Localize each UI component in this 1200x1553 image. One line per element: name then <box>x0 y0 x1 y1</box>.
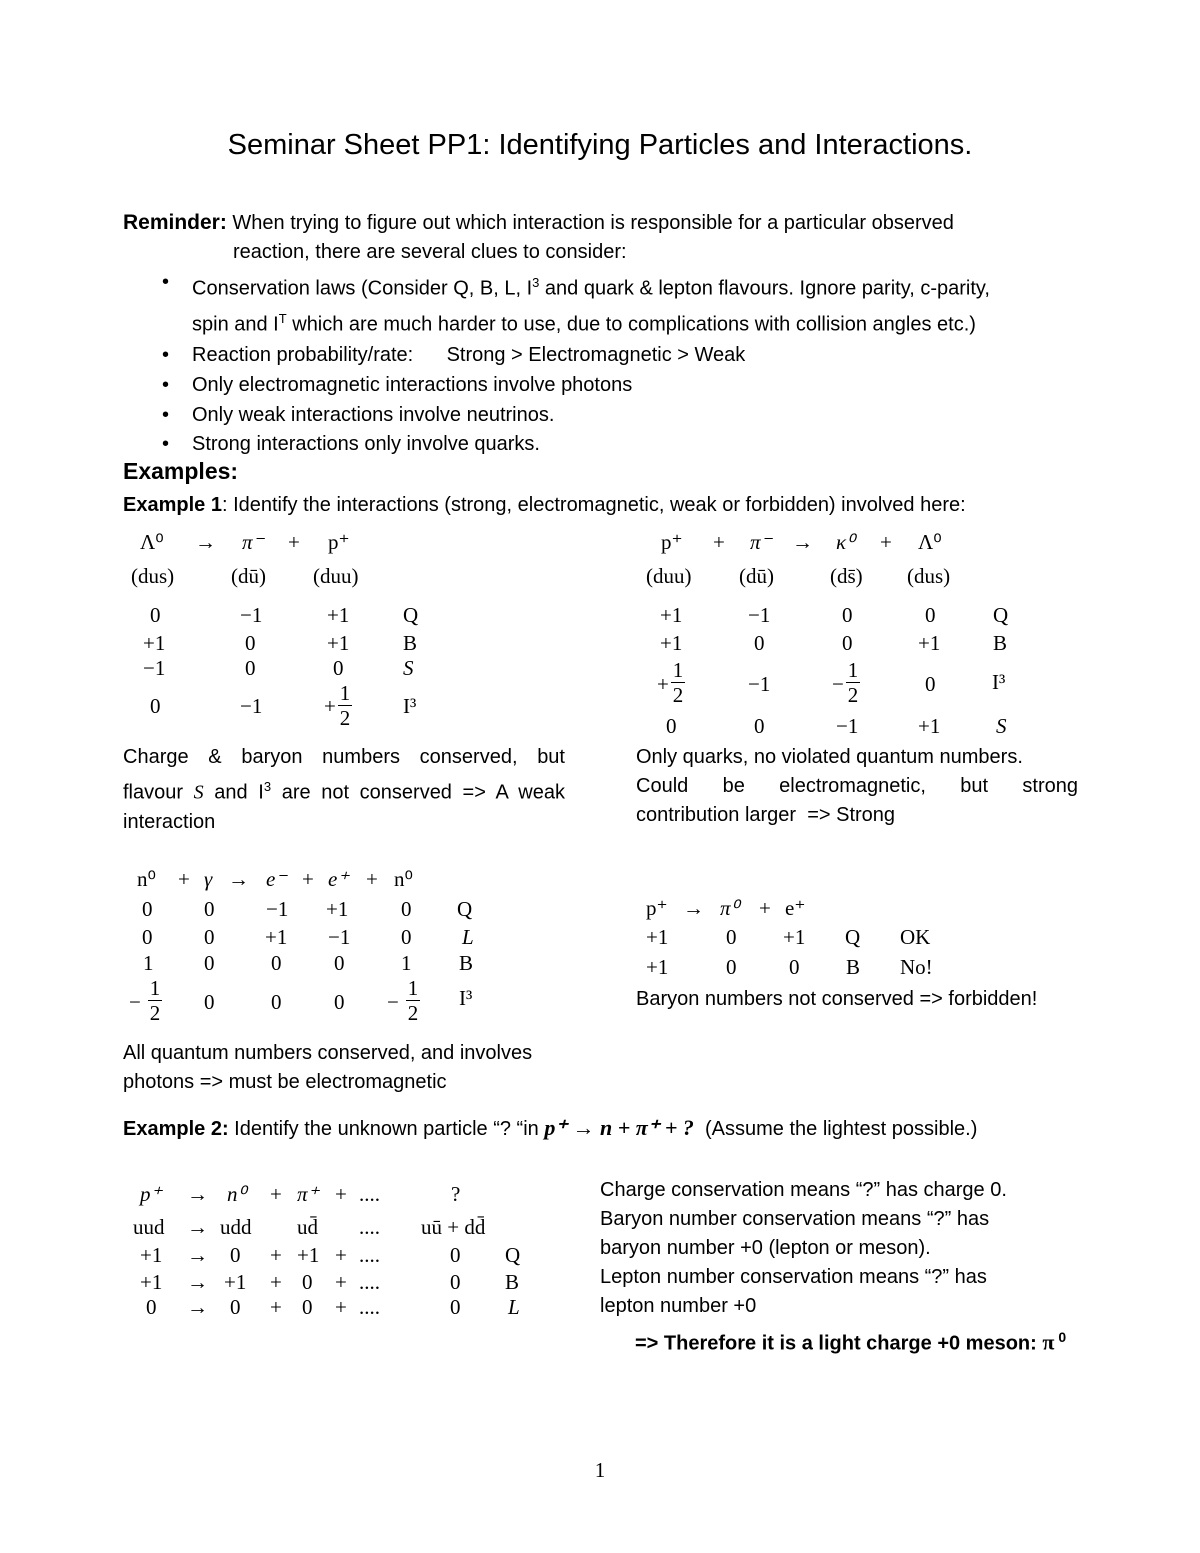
arrow: → <box>187 1215 208 1239</box>
quark-content: ud̄ <box>297 1215 318 1239</box>
bullet-item-continued: spin and $I^T$ which are much harder to use, due to complications with collision angles etc.) <box>192 311 976 337</box>
baryon-value: +1 <box>646 955 669 979</box>
plus: + <box>713 530 725 554</box>
row-label-b: B <box>459 951 474 975</box>
fraction-sign: − <box>832 672 844 696</box>
isospin-value: −1 <box>240 694 263 718</box>
strangeness-value: −1 <box>143 656 166 680</box>
lepton-value: 0 <box>450 1295 461 1319</box>
strangeness-value: 0 <box>666 714 677 738</box>
row-label-b: B <box>505 1270 520 1294</box>
plus: + <box>302 867 314 891</box>
lepton-value: 0 <box>401 925 412 949</box>
strangeness-value: 0 <box>754 714 765 738</box>
baryon-value: 1 <box>143 951 154 975</box>
row-label-b: B <box>993 631 1008 655</box>
row-label-b: B <box>846 955 861 979</box>
reaction-3-conclusion: All quantum numbers conserved, and involves photons => must be electromagnetic <box>123 1042 533 1093</box>
fraction-sign: − <box>387 990 399 1014</box>
charge-value: 0 <box>230 1243 241 1267</box>
row-label-l: L <box>462 925 474 949</box>
charge-value: +1 <box>326 897 349 921</box>
baryon-value: 0 <box>789 955 800 979</box>
plus: + <box>335 1182 347 1206</box>
plus: + <box>880 530 892 554</box>
arrow: → <box>187 1270 208 1294</box>
charge-value: +1 <box>140 1243 163 1267</box>
lepton-value: 0 <box>302 1295 313 1319</box>
plus: + <box>270 1270 282 1294</box>
plus: + <box>335 1270 347 1294</box>
bullet-item: • Reaction probability/rate: Strong > Electromagnetic > Weak <box>150 341 1080 371</box>
bullet-icon: • <box>162 343 170 366</box>
plus: + <box>270 1182 282 1206</box>
particle-proton: p⁺ <box>646 896 668 920</box>
quark-content: udd <box>220 1215 252 1239</box>
bullet-icon: • <box>162 403 170 426</box>
quark-content: (dū) <box>231 564 266 588</box>
charge-value: 0 <box>925 603 936 627</box>
charge-value: 0 <box>150 603 161 627</box>
arrow: → <box>228 867 249 891</box>
isospin-value: 0 <box>271 990 282 1014</box>
reaction-4-conclusion: Baryon numbers not conserved => forbidden! <box>636 988 1038 1010</box>
row-label-s: S <box>996 714 1007 738</box>
row-label-q: Q <box>457 897 473 921</box>
reminder-label: Reminder: <box>123 211 227 234</box>
plus: + <box>270 1295 282 1319</box>
lepton-value: −1 <box>328 925 351 949</box>
arrow: → <box>187 1243 208 1267</box>
lepton-value: 0 <box>230 1295 241 1319</box>
isospin-value: 0 <box>204 990 215 1014</box>
charge-value: 0 <box>401 897 412 921</box>
charge-value: 0 <box>142 897 153 921</box>
isospin-value: −1 <box>748 672 771 696</box>
particle-pion: π⁻ <box>242 530 264 554</box>
particle-neutron: n⁰ <box>394 867 413 891</box>
particle-electron: e⁻ <box>266 867 287 891</box>
reminder-intro: When trying to figure out which interaction is responsible for a particular observed <box>232 212 954 234</box>
example-2-equation: p⁺ → n + π⁺ + ? <box>544 1115 694 1140</box>
fraction-half: 1 2 <box>407 976 419 1025</box>
status-ok: OK <box>900 925 931 949</box>
reminder-paragraph <box>123 208 1079 267</box>
fraction-half: 1 2 <box>149 976 161 1025</box>
particle-lambda: Λ⁰ <box>918 530 942 554</box>
row-label-s: S <box>403 656 414 680</box>
particle-proton: p⁺ <box>140 1182 162 1206</box>
charge-value: +1 <box>646 925 669 949</box>
ellipsis: .... <box>359 1243 380 1267</box>
page-title: Seminar Sheet PP1: Identifying Particles and Interactions. <box>227 129 973 161</box>
lepton-value: 0 <box>142 925 153 949</box>
row-label-i3: I³ <box>992 670 1006 694</box>
plus: + <box>759 896 771 920</box>
row-label-i3: I³ <box>459 986 473 1010</box>
fraction-half: 1 2 <box>672 658 684 707</box>
reaction-1-conclusion: Charge & baryon numbers conserved, but flavour S and $I^3$ are not conserved => A weak interaction <box>123 746 565 833</box>
baryon-value: +1 <box>660 631 683 655</box>
arrow: → <box>792 530 813 554</box>
fraction-half: 1 2 <box>339 681 351 730</box>
bullet-icon: • <box>162 271 170 293</box>
charge-value: 0 <box>204 897 215 921</box>
reaction-2-conclusion: Only quarks, no violated quantum numbers. Could be electromagnetic, but strong contribution larger => Strong <box>636 746 1078 826</box>
example-2-prompt: Example 2: Identify the unknown particle “? “in p⁺ → n + π⁺ + ? (Assume the lightest possible.) <box>123 1115 978 1140</box>
ellipsis: .... <box>359 1182 380 1206</box>
isospin-value: 0 <box>925 672 936 696</box>
bullet-item: • Strong interactions only involve quarks. <box>150 430 1080 460</box>
isospin-value: 0 <box>150 694 161 718</box>
ellipsis: .... <box>359 1270 380 1294</box>
particle-neutron: n⁰ <box>137 867 156 891</box>
plus: + <box>366 867 378 891</box>
reminder-intro-2: reaction, there are several clues to consider: <box>233 241 627 263</box>
particle-proton: p⁺ <box>661 530 683 554</box>
baryon-value: 0 <box>204 951 215 975</box>
charge-value: +1 <box>327 603 350 627</box>
plus: + <box>270 1243 282 1267</box>
quark-content: (dus) <box>907 564 951 588</box>
strangeness-value: 0 <box>245 656 256 680</box>
baryon-value: 1 <box>401 951 412 975</box>
baryon-value: 0 <box>334 951 345 975</box>
bullet-item: • Conservation laws (Consider Q, B, L, $I^3$ and quark & lepton flavours. Ignore parity, c-parity, <box>150 268 1080 304</box>
arrow: → <box>195 530 216 554</box>
charge-value: +1 <box>297 1243 320 1267</box>
baryon-value: +1 <box>327 631 350 655</box>
plus: + <box>335 1295 347 1319</box>
quark-content: (dū) <box>739 564 774 588</box>
particle-pion: π⁰ <box>720 896 739 920</box>
ellipsis: .... <box>359 1295 380 1319</box>
charge-value: −1 <box>266 897 289 921</box>
fraction-sign: + <box>324 694 336 718</box>
particle-photon: γ <box>204 867 213 891</box>
charge-value: 0 <box>726 925 737 949</box>
arrow: → <box>187 1182 208 1206</box>
fraction-half: 1 2 <box>847 658 859 707</box>
particle-pion: π⁻ <box>750 530 772 554</box>
charge-value: +1 <box>783 925 806 949</box>
baryon-value: +1 <box>918 631 941 655</box>
particle-neutron: n⁰ <box>227 1182 246 1206</box>
quark-content: (duu) <box>313 564 359 588</box>
bullet-icon: • <box>162 433 170 456</box>
charge-value: −1 <box>240 603 263 627</box>
particle-positron: e⁺ <box>785 896 806 920</box>
charge-value: +1 <box>660 603 683 627</box>
row-label-b: B <box>403 631 418 655</box>
particle-kaon: κ⁰ <box>836 530 855 554</box>
bullet-icon: • <box>162 373 170 396</box>
baryon-value: 0 <box>842 631 853 655</box>
lepton-value: 0 <box>146 1295 157 1319</box>
quark-content: uū + dd̄ <box>421 1215 486 1239</box>
status-no: No! <box>900 955 933 979</box>
particle-proton: p⁺ <box>328 530 350 554</box>
particle-positron: e⁺ <box>328 867 349 891</box>
row-label-i3: I³ <box>403 694 417 718</box>
reminder-bullet-list <box>150 268 1080 460</box>
bullet-item: • Only electromagnetic interactions involve photons <box>150 371 1080 401</box>
quark-content: uud <box>133 1215 165 1239</box>
baryon-value: 0 <box>245 631 256 655</box>
strangeness-value: +1 <box>918 714 941 738</box>
row-label-q: Q <box>505 1243 521 1267</box>
baryon-value: 0 <box>754 631 765 655</box>
pi-symbol: π <box>1042 1329 1055 1355</box>
plus: + <box>288 530 300 554</box>
charge-value: 0 <box>842 603 853 627</box>
bullet-item: • Only weak interactions involve neutrinos. <box>150 401 1080 431</box>
example-2-answer: => Therefore it is a light charge +0 meson: π $^0$ <box>635 1329 1067 1355</box>
example-1-prompt: Example 1: Identify the interactions (strong, electromagnetic, weak or forbidden) involved here: <box>123 494 966 516</box>
arrow: → <box>683 896 704 920</box>
charge-value: −1 <box>748 603 771 627</box>
strangeness-value: 0 <box>333 656 344 680</box>
baryon-value: +1 <box>143 631 166 655</box>
baryon-value: 0 <box>271 951 282 975</box>
lepton-value: +1 <box>265 925 288 949</box>
fraction-sign: + <box>657 672 669 696</box>
baryon-value: +1 <box>140 1270 163 1294</box>
row-label-l: L <box>508 1295 520 1319</box>
quark-content: (duu) <box>646 564 692 588</box>
unknown-particle: ? <box>451 1182 461 1206</box>
page-number: 1 <box>594 1458 606 1482</box>
fraction-sign: − <box>129 990 141 1014</box>
plus: + <box>178 867 190 891</box>
lepton-value: 0 <box>204 925 215 949</box>
baryon-value: 0 <box>302 1270 313 1294</box>
particle-lambda: Λ⁰ <box>140 530 164 554</box>
particle-pion: π⁺ <box>297 1182 319 1206</box>
examples-heading: Examples: <box>123 458 239 484</box>
row-label-q: Q <box>993 603 1009 627</box>
example-2-notes: Charge conservation means “?” has charge 0. Baryon number conservation means “?” has baryon number +0 (lepton or meson). Lepton number conservation means “?” has lepton number +0 <box>600 1179 1007 1317</box>
row-label-q: Q <box>403 603 419 627</box>
baryon-value: 0 <box>450 1270 461 1294</box>
baryon-value: +1 <box>224 1270 247 1294</box>
isospin-value: 0 <box>334 990 345 1014</box>
baryon-value: 0 <box>726 955 737 979</box>
arrow: → <box>187 1295 208 1319</box>
quark-content: (dus) <box>131 564 175 588</box>
ellipsis: .... <box>359 1215 380 1239</box>
charge-value: 0 <box>450 1243 461 1267</box>
plus: + <box>335 1243 347 1267</box>
strangeness-value: −1 <box>836 714 859 738</box>
row-label-q: Q <box>845 925 861 949</box>
quark-content: (ds̄) <box>830 564 863 588</box>
